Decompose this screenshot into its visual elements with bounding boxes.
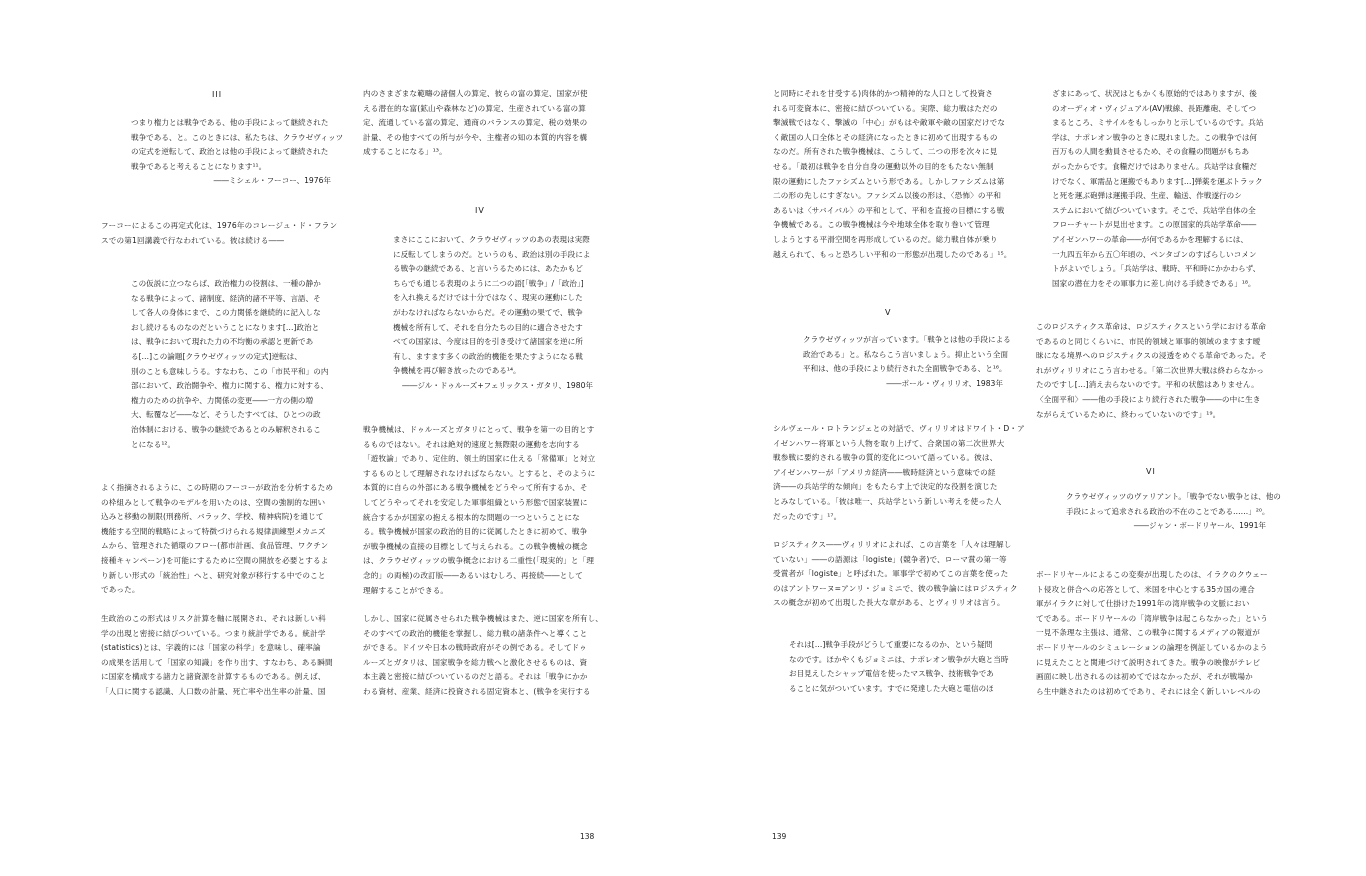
text-line: 戦争機械は、ドゥルーズとガタリにとって、戦争を第一の目的とす [363, 425, 595, 434]
text-line: は、クラウゼヴィッツの戦争概念における二重性(「現実的」と「理 [363, 556, 595, 566]
text-line: がったからです。食糧だけではありません。兵站学は食糧だ [1052, 161, 1257, 171]
text-line: 接種キャンペーン)を可能にするために空間の開放を必要とするよ [101, 555, 329, 565]
text-line: アイゼンハワーの革命――が何であるかを理解するには、 [1052, 234, 1248, 244]
text-line: 百万もの人間を動員させるため、その食糧の問題がもちあ [1052, 147, 1250, 157]
text-line: まさにここにおいて、クラウゼヴィッツのあの表現は実際 [393, 235, 590, 244]
block-quote-foucault-continued [131, 277, 328, 452]
text-line: 越えられて、もっと恐ろしい平和の一形態が出現したのである」¹⁵。 [773, 249, 1012, 259]
text-line: の成果を活用して「国家の知識」を作り出す、すなわち、ある瞬間 [101, 657, 333, 667]
text-line: に見えたことと関連づけて説明されてきた。戦争の映像がテレビ [1036, 657, 1261, 667]
text-line: 部において、政治闘争や、権力に関する、権力に対する、 [131, 381, 329, 391]
text-line: あるいは〈サバイバル〉の平和として、平和を直接の目標にする戦 [773, 205, 1005, 215]
text-line: 受賞者が「logiste」と呼ばれた。軍事学で初めてこの言葉を使った [773, 569, 1009, 579]
body-paragraph [363, 423, 595, 598]
block-quote-virilio [803, 333, 1011, 391]
quote-attribution: ――ポール・ヴィリリオ、1983年 [886, 378, 1003, 388]
text-line: フーコーによるこの再定式化は、1976年のコレージュ・ド・フラン [101, 221, 338, 230]
text-line: は、戦争において現れた力の不均衡の承認と更新であ [131, 337, 314, 347]
text-line: に国家を構成する諸力と諸資源を計算するものである。例えば、 [101, 672, 326, 682]
text-line: イゼンハワー将軍という人物を取り上げて、合衆国の第二次世界大 [773, 438, 1005, 448]
text-line: を入れ換えるだけでは十分ではなく、現実の運動にした [393, 293, 583, 303]
text-line: 済――の兵站学的な傾向」をもたらす上で決定的な役割を演じた [773, 482, 998, 492]
text-line: このロジスティクス革命は、ロジスティクスという学における革命 [1036, 322, 1267, 331]
text-line: 争機械を再び解き放ったのである¹⁴。 [393, 366, 521, 376]
text-line: 一九四五年から五〇年頃の、ペンタゴンのすばらしいコメン [1052, 249, 1257, 259]
section-number-iv: IV [475, 206, 485, 215]
text-line: おし続けるものなのだということになります[…]政治と [131, 322, 320, 332]
block-quote-deleuze-guattari [393, 233, 593, 394]
text-line: わる資材、産業、経済に投資される固定資本と、(戦争を実行する [363, 686, 591, 696]
body-paragraph [363, 87, 588, 160]
text-line: しようとする平滑空間を再形成しているのだ。総力戦自体が乗り [773, 234, 998, 244]
body-paragraph [101, 612, 333, 700]
text-line: であった。 [101, 585, 140, 595]
text-line: るものではない。それは絶対的速度と無際限の運動を志向する [363, 439, 580, 449]
text-line: クラウゼヴィッツが言っています。「戦争とは他の手段による [803, 335, 1011, 344]
text-line: る戦争の継続である、と言いうるためには、あたかもど [393, 264, 583, 274]
text-line: 一見不条理な主張は、通常、この戦争に関するメディアの報道が [1036, 628, 1260, 638]
body-paragraph [101, 481, 333, 598]
text-line: よく指摘されるように、この時期のフーコーが政治を分析するため [101, 483, 334, 492]
body-paragraph [1036, 320, 1267, 422]
text-line: 機能する空間的戦略によって特徴づけられる規律訓練型メカニズ [101, 526, 326, 536]
text-line: 生政治のこの形式はリスク計算を軸に展開され、それは新しい科 [101, 614, 326, 623]
text-line: ら生中継されたのは初めてであり、それには全く新しいレベルの [1036, 686, 1261, 696]
text-line: とになる¹²。 [131, 439, 176, 449]
text-line: なのです。ほかやくもジョミニは、ナポレオン戦争が大砲と当時 [789, 654, 1009, 664]
text-line: の定式を逆転して、政治とは他の手段によって継続された [131, 147, 329, 157]
text-line: 戦争である、と。このときには、私たちは、クラウゼヴィッツ [131, 132, 344, 142]
text-line: して各人の身体にまで、この力関係を継続的に記入しな [131, 308, 321, 318]
text-line: 大、転覆など――など、そうしたすべては、ひとつの政 [131, 410, 321, 420]
section-number-vi: VI [1146, 467, 1156, 476]
text-line: トがよいでしょう。「兵站学は、戦時、平和時にかかわらず、 [1052, 264, 1261, 274]
text-line: べての国家は、今度は目的を引き受けて諸国家を逆に所 [393, 337, 583, 347]
text-line: と死を運ぶ砲弾は運搬手段、生産、輸送、作戦遂行のシ [1052, 191, 1242, 201]
text-line: 機械を所有して、それを自分たちの目的に適合させたす [393, 322, 583, 332]
text-line: ムから、管理された循環のフロー(都市計画、食品管理、ワクチン [101, 541, 329, 551]
body-paragraph [363, 612, 603, 700]
text-line: 限の運動にしたファシズムという形である。しかしファシズムは第 [773, 176, 1005, 186]
text-line: 戦参戦に要約される戦争の質的変化について語っている。彼は、 [773, 453, 998, 463]
text-line: 二の形の先しにすぎない。ファシズム以後の形は、〈恐怖〉の平和 [773, 191, 1002, 201]
text-line: ボードリヤールによるこの変奏が出現したのは、イラクのクウェー [1036, 570, 1268, 579]
text-line: なのだ。所有された戦争機械は、こうして、二つの形を次々に見 [773, 147, 998, 157]
text-line: 理解することができる。 [363, 585, 449, 595]
text-line: が戦争機械の直接の目標として与えられる。この戦争機械の概念 [363, 541, 588, 551]
body-paragraph [101, 219, 337, 248]
quote-lines [131, 116, 344, 174]
text-line: ルーズとガタリは、国家戦争を総力戦へと激化させるものは、資 [363, 657, 588, 667]
text-line: 念的」の両極)の改訂版――あるいはむしろ、再接続――として [363, 570, 583, 580]
quote-attribution: ――ミシェル・フーコー、1976年 [213, 176, 331, 186]
text-line: するものとして理解されなければならない。とすると、そのように [363, 468, 596, 478]
text-line: ロジスティクス――ヴィリリオによれば、この言葉を「人々は理解し [773, 540, 1012, 549]
section-number-iii: III [212, 90, 223, 99]
text-line: く敵国の人口全体とその経済になったときに初めて出現するもの [773, 132, 998, 142]
text-line: 計量、その他すべての所与が今や、主権者の知の本質的内容を構 [363, 132, 588, 142]
text-line: そのすべての政治的機能を掌握し、総力戦の諸条件へと導くこと [363, 628, 588, 638]
text-line: 有し、ますます多くの政治的機能を果たすようになる戦 [393, 351, 583, 361]
body-paragraph [773, 87, 1012, 262]
text-line: 本主義と密接に結びついているのだと語る。それは「戦争にかか [363, 672, 588, 682]
text-line: の枠組みとして戦争のモデルを用いたのは、空間の強制的な囲い [101, 497, 326, 507]
text-line: ちらでも通じる表現のように二つの語[「戦争」/「政治」] [393, 278, 584, 288]
quote-attribution: ――ジャン・ボードリヤール、1991年 [1133, 521, 1266, 531]
text-line: 権力のための抗争や、力関係の変更――一方の側の増 [131, 395, 314, 405]
body-paragraph [773, 538, 1018, 611]
text-line: 争機械である。この戦争機械は今や地球全体を取り巻いて管理 [773, 220, 990, 230]
text-line: スでの第1回講義で行なわれている。彼は続ける―― [101, 235, 285, 245]
block-quote-virilio-continued [789, 638, 1008, 696]
page-number-left: 138 [580, 832, 595, 841]
text-line: フローチャートが見出せます。この原国家的兵站学革命―― [1052, 220, 1257, 230]
block-quote-baudrillard [1066, 490, 1281, 534]
text-line: 平和は、他の手段により続行された全面戦争である、と¹⁶。 [803, 364, 1007, 374]
text-line: のはアントワーヌ=アンリ・ジョミニで、彼の戦争論にはロジスティク [773, 583, 1018, 593]
text-line: ステムにおいて結びついています。そこで、兵站学自体の全 [1052, 205, 1256, 215]
text-line: ト侵攻と併合への応答として、米国を中心とする35カ国の連合 [1036, 584, 1255, 594]
text-line: スの概念が初めて出現した長大な章がある、とヴィリリオは言う。 [773, 598, 1005, 608]
section-number-v: V [885, 308, 892, 317]
text-line: だったのです」¹⁷。 [773, 511, 842, 521]
text-line: たのですし[…]消え去らないのです。平和の状態はありません。 [1036, 380, 1259, 390]
text-line: り新しい形式の「統治性」へと、研究対象が移行する中でのこと [101, 570, 326, 580]
text-line: まるところ、ミサイルをもしっかりと示しているのです。兵站 [1052, 118, 1264, 128]
text-line: 政治である」と。私ならこう言いましょう。抑止という全面 [803, 349, 1009, 359]
text-line: える潜在的な富(鉱山や森林など)の算定、生産されている富の算 [363, 103, 587, 113]
text-line: とみなしている。「彼は唯一、兵站学という新しい考えを使った人 [773, 496, 1002, 506]
quote-lines [1066, 490, 1281, 519]
text-line: であるのと同じくらいに、市民的領域と軍事的領域のますます曖 [1036, 336, 1261, 346]
text-line: に反転してしまうのだ。というのも、政治は別の手段によ [393, 249, 591, 259]
text-line: 統合するかが国家の抱える根本的な問題の一つということにな [363, 512, 580, 522]
text-line: ができる。ドイツや日本の戦時政府がその例である。そしてドゥ [363, 643, 587, 653]
page-number-right: 139 [772, 832, 787, 841]
block-quote-virilio-continued [1052, 87, 1263, 291]
text-line: 成することになる」¹³。 [363, 147, 447, 157]
text-line: てである。ボードリヤールの「湾岸戦争は起こらなかった」という [1036, 613, 1269, 623]
text-line: せる。「最初は戦争を自分自身の運動以外の目的をもたない無制 [773, 161, 994, 171]
text-line: しかし、国家に従属させられた戦争機械はまた、逆に国家を所有し、 [363, 614, 604, 623]
text-line: けでなく、軍需品と運搬でもあります[…]弾薬を運ぶトラック [1052, 176, 1263, 186]
text-line: 戦争であると考えることになります¹¹。 [131, 161, 267, 171]
body-paragraph [1036, 568, 1268, 699]
text-line: 本質的に自らの外部にある戦争機械をどうやって所有するか、そ [363, 483, 588, 493]
text-line: 「遊牧論」であり、定住的、領土的国家に仕える「常備軍」と対立 [363, 454, 596, 464]
text-line: クラウゼヴィッツのヴァリアント。「戦争でない戦争とは、他の [1066, 492, 1281, 501]
block-quote-foucault [131, 116, 344, 189]
text-line: してどうやってそれを安定した軍事組織という形態で国家装置に [363, 497, 588, 507]
text-line: 定、流通している富の算定、通商のバランスの算定、税の効果の [363, 118, 588, 128]
text-line: がわなければならないからだ。その運動の果てで、戦争 [393, 307, 583, 317]
text-line: ていない」――の語源は「logiste」(競争者)で、ローマ賞の第一等 [773, 554, 1007, 564]
text-line: る[…]この論題[クラウゼヴィッツの定式]逆転は、 [131, 351, 302, 361]
quote-lines [803, 333, 1011, 377]
text-line: アイゼンハワーが「アメリカ経済――戦時経済という意味での経 [773, 467, 996, 477]
quote-lines [393, 233, 593, 379]
text-line: 治体制における、戦争の継続であるとのみ解釈されるこ [131, 424, 321, 434]
text-line: お目見えしたシャップ電信を使ったマス戦争、技術戦争であ [789, 669, 994, 679]
text-line: 学は、ナポレオン戦争のときに現れました。この戦争では何 [1052, 132, 1258, 142]
text-line: 撃滅戦ではなく、撃滅の「中心」がもはや敵軍や敵の国家だけでな [773, 118, 1006, 128]
text-line: ることに気がついています。すでに発達した大砲と電信のほ [789, 683, 994, 693]
text-line: 別のことも意味しうる。すなわち、この「市民平和」の内 [131, 366, 329, 376]
text-line: 〈全面平和〉――他の手段により続行された戦争――の中に生き [1036, 394, 1261, 404]
text-line: 「人口に関する認識、人口数の計量、死亡率や出生率の計量、国 [101, 686, 326, 696]
quote-attribution: ――ジル・ドゥルーズ+フェリックス・ガタリ、1980年 [402, 380, 593, 390]
text-line: る。戦争機械が国家の政治的目的に従属したときに初めて、戦争 [363, 527, 588, 537]
text-line: 昧になる境界へのロジスティクスの浸透をめぐる革命であった。そ [1036, 351, 1268, 361]
text-line: シルヴェール・ロトランジェとの対話で、ヴィリリオはドワイト・D・ア [773, 424, 1025, 433]
text-line: ボードリヤールのシミュレーションの論理を例証しているかのよう [1036, 642, 1268, 652]
text-line: 内のさまざまな範疇の諸個人の算定、彼らの富の算定、国家が使 [363, 89, 588, 98]
text-line: 国家の潜在力をその軍事力に差し向ける手続きである」¹⁸。 [1052, 278, 1256, 288]
text-line: なる戦争によって、諸制度、経済的諸不平等、言語、そ [131, 293, 321, 303]
text-line: つまり権力とは戦争である、他の手段によって継続された [131, 118, 329, 127]
text-line: と同時にそれを甘受する)肉体的かつ精神的な人口として投資さ [773, 89, 993, 98]
text-line: 手段によって追求される政治の不在のことである……」²⁰。 [1066, 506, 1270, 516]
text-line: 学の出現と密接に結びついている。つまり統計学である。統計学 [101, 628, 326, 638]
text-line: (statistics)とは、字義的には「国家の科学」を意味し、確率論 [101, 643, 321, 653]
text-line: それは[…]戦争手段がどうして重要になるのか、という疑問 [789, 640, 993, 649]
text-line: 込みと移動の制限(刑務所、バラック、学校、精神病院)を通じて [101, 512, 324, 522]
text-line: 画面に映し出されるのは初めてではなかったが、それが戦場か [1036, 672, 1253, 682]
text-line: この仮説に立つならば、政治権力の役割は、一種の静か [131, 279, 321, 288]
text-line: れがヴィリリオにこう言わせる。「第二次世界大戦は終わらなかっ [1036, 365, 1264, 375]
text-line: 軍がイラクに対して仕掛けた1991年の湾岸戦争の文脈におい [1036, 599, 1250, 609]
text-line: ざまにあって、状況はともかくも原始的ではありますが、後 [1052, 89, 1257, 98]
body-paragraph [773, 422, 1025, 524]
text-line: のオーディオ・ヴィジュアル(AV)戦線、長距離砲、そしてつ [1052, 103, 1257, 113]
text-line: ながらえているために、終わっていないのです」¹⁹。 [1036, 409, 1221, 419]
text-line: れる可変資本に、密接に結びついている。実際、総力戦はただの [773, 103, 998, 113]
